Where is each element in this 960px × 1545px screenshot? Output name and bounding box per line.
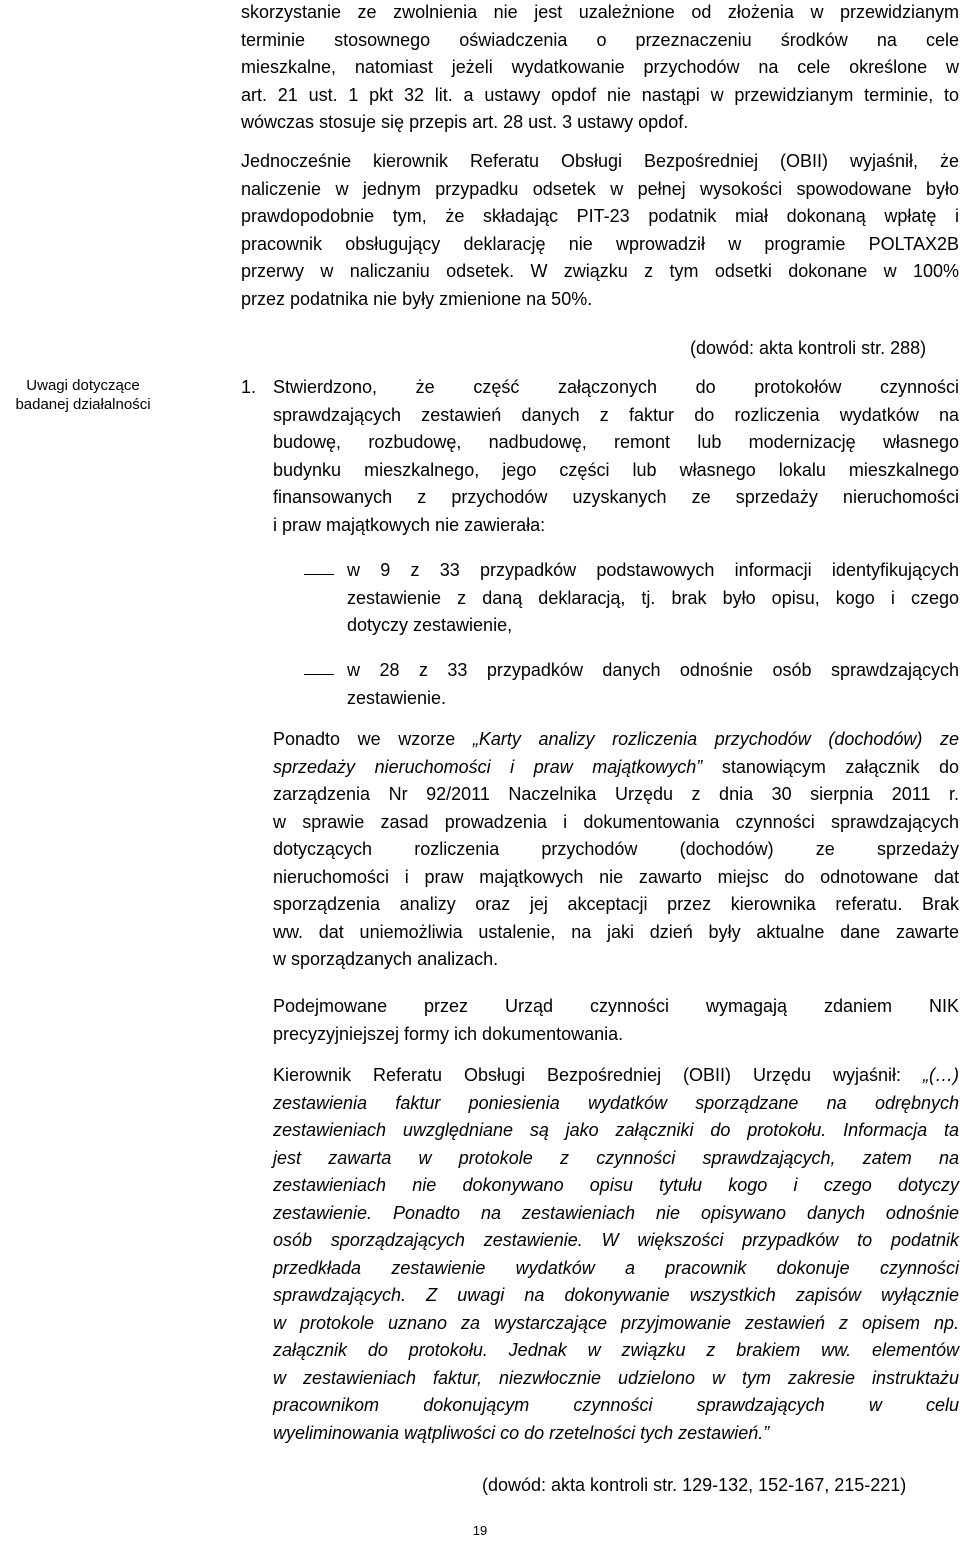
quote-line: zestawieniach uwzględniane są jako załączniki do protokołu. Informacja ta <box>273 1120 959 1140</box>
text-line: naliczenie w jednym przypadku odsetek w pełnej wysokości spowodowane było <box>241 178 959 199</box>
text-line: w 9 z 33 przypadków podstawowych informacji identyfikujących <box>347 560 959 580</box>
quote-line: pracownikom dokonującym czynności sprawdzających w celu <box>273 1395 959 1415</box>
text-line: skorzystanie ze zwolnienia nie jest uzależnione od złożenia w przewidzianym <box>241 2 959 22</box>
quote-line: w protokole uznano za wystarczające przyjmowanie zestawień z opisem np. <box>273 1312 959 1333</box>
text-line: art. 21 ust. 1 pkt 32 lit. a ustawy opdof nie nastąpi w przewidzianym terminie, to <box>241 84 959 105</box>
text-line: budynku mieszkalnego, jego części lub własnego lokalu mieszkalnego <box>273 459 959 480</box>
text-line: prawdopodobnie tym, że składając PIT-23 podatnik miał dokonaną wpłatę i <box>241 206 959 226</box>
text-line: nieruchomości i praw majątkowych nie zawarto miejsc do odnotowane dat <box>273 866 959 887</box>
page-number: 19 <box>472 1523 488 1538</box>
text-line: sprawdzających zestawień danych z faktur do rozliczenia wydatków na <box>273 404 959 425</box>
text-line: w sprawie zasad prowadzenia i dokumentowania czynności sprawdzających <box>273 811 959 832</box>
text-line: w sporządzanych analizach. <box>273 949 499 969</box>
nik-paragraph <box>273 993 959 1048</box>
text-line <box>273 726 959 754</box>
explanation-paragraph <box>241 148 959 313</box>
quote-line: osób sporządzających zestawienie. W większości przypadków to podatnik <box>273 1230 959 1250</box>
text-line: Podejmowane przez Urząd czynności wymagają zdaniem NIK <box>273 996 959 1016</box>
text-line: i praw majątkowych nie zawierała: <box>273 514 546 535</box>
section-side-label <box>0 376 166 414</box>
text-segment: Ponadto we wzorze <box>273 729 473 749</box>
text-line <box>273 754 959 782</box>
text-line: budowę, rozbudowę, nadbudowę, remont lub modernizację własnego <box>273 432 959 452</box>
text-line: precyzyjniejszej formy ich dokumentowania. <box>273 1023 624 1044</box>
text-line: ww. dat uniemożliwia ustalenie, na jaki dzień były aktualne dane zawarte <box>273 921 959 942</box>
text-line: zestawienie. <box>347 687 447 708</box>
text-line: finansowanych z przychodów uzyskanych ze sprzedaży nieruchomości <box>273 487 959 507</box>
quote-line: zestawienia faktur poniesienia wydatków sporządzane na odrębnych <box>273 1092 959 1113</box>
quote-italic: „(…) <box>923 1065 959 1085</box>
finding-paragraph <box>273 374 959 539</box>
text-line <box>273 1062 959 1090</box>
text-segment: Kierownik Referatu Obsługi Bezpośredniej (OBII) Urzędu wyjaśnił: <box>273 1065 924 1085</box>
intro-paragraph <box>241 0 959 137</box>
text-line: pracownik obsługujący deklarację nie wprowadził w programie POLTAX2B <box>241 233 959 254</box>
dash-bullet-icon <box>304 574 334 575</box>
quote-line: zestawienie. Ponadto na zestawieniach nie opisywano danych odnośnie <box>273 1202 959 1223</box>
dash-bullet-icon <box>304 674 334 675</box>
quote-line: wyeliminowania wątpliwości co do rzetelności tych zestawień.” <box>273 1422 770 1443</box>
quote-line: w zestawieniach faktur, niezwłocznie udzielono w tym zakresie instruktażu <box>273 1367 959 1388</box>
quote-line: zestawieniach nie dokonywano opisu tytułu kogo i czego dotyczy <box>273 1175 959 1195</box>
side-label-line-1: Uwagi dotyczące <box>26 377 140 394</box>
quote-line: sprawdzających. Z uwagi na dokonywanie wszystkich zapisów wyłącznie <box>273 1285 959 1305</box>
text-segment: stanowiącym załącznik do <box>702 756 959 777</box>
text-line: przez podatnika nie były zmienione na 50%. <box>241 288 593 309</box>
evidence-reference: (dowód: akta kontroli str. 129-132, 152-167, 215-221) <box>482 1475 907 1495</box>
text-line: mieszkalne, natomiast jeżeli wydatkowanie przychodów na cele określone w <box>241 57 959 77</box>
text-line: przerwy w naliczaniu odsetek. W związku z tym odsetki dokonane w 100% <box>241 261 959 281</box>
text-line: Jednocześnie kierownik Referatu Obsługi Bezpośredniej (OBII) wyjaśnił, że <box>241 151 959 171</box>
quote-line: przedkłada zestawienie wydatków a pracownik dokonuje czynności <box>273 1257 959 1278</box>
text-line: wówczas stosuje się przepis art. 28 ust. 3 ustawy opdof. <box>241 112 689 132</box>
document-title-italic: sprzedaży nieruchomości i praw majątkowych” <box>273 756 703 777</box>
quote-line: jest zawarta w protokole z czynności sprawdzających, zatem na <box>273 1147 959 1168</box>
text-line: dotyczących rozliczenia przychodów (dochodów) ze sprzedaży <box>273 839 959 859</box>
side-label-line-2: badanej działalności <box>15 396 151 413</box>
document-title-italic: „Karty analizy rozliczenia przychodów (dochodów) ze <box>472 729 959 749</box>
bullet-item <box>347 657 959 712</box>
text-line: sporządzenia analizy oraz jej akceptacji przez kierownika referatu. Brak <box>273 894 959 914</box>
text-line: zarządzenia Nr 92/2011 Naczelnika Urzędu z dnia 30 sierpnia 2011 r. <box>273 784 959 804</box>
finding-number: 1. <box>241 377 257 397</box>
text-line: w 28 z 33 przypadków danych odnośnie osób sprawdzających <box>347 660 959 680</box>
bullet-item <box>347 557 959 640</box>
text-line: Stwierdzono, że część załączonych do protokołów czynności <box>273 377 959 397</box>
evidence-reference: (dowód: akta kontroli str. 288) <box>690 338 927 358</box>
text-line: terminie stosownego oświadczenia o przeznaczeniu środków na cele <box>241 29 959 50</box>
text-line: zestawienie z daną deklaracją, tj. brak było opisu, kogo i czego <box>347 587 959 608</box>
manager-explanation-paragraph <box>273 1062 959 1447</box>
quote-line: załącznik do protokołu. Jednak w związku z brakiem ww. elementów <box>273 1340 959 1360</box>
karty-paragraph <box>273 726 959 974</box>
text-line: dotyczy zestawienie, <box>347 615 513 635</box>
